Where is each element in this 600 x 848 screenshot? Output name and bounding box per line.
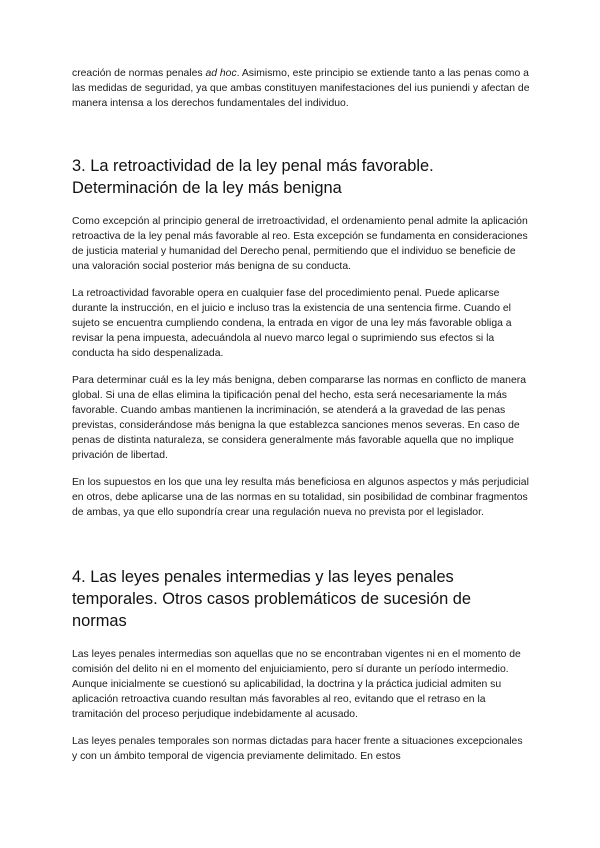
paragraph-4-2: Las leyes penales temporales son normas dictadas para hacer frente a situaciones excepcionales y con un ámbito temporal de vigencia previamente delimitado. En estos <box>72 736 523 762</box>
paragraph-4-1: Las leyes penales intermedias son aquellas que no se encontraban vigentes ni en el momento de comisión del delito ni en el momento del enjuiciamiento, pero sí durante un período intermedio. Aunque inicialmente se cuestionó su aplicabilidad, la doctrina y la práctica judicial admiten su aplicación retroactiva cuando resultan más favorables al reo, evitando que el retraso en la tramitación del proceso perjudique indebidamente al acusado. <box>72 649 521 720</box>
paragraph-intro-text-b: . Asimismo, este principio se extiende tanto a las penas como a las medidas de seguridad, ya que ambas constituyen manifestaciones del ius puniendi y afectan de manera intensa a los derechos fundamentales del individuo. <box>72 68 530 109</box>
section-4-heading: 4. Las leyes penales intermedias y las leyes penales temporales. Otros casos problemáticos de sucesión de normas <box>72 568 472 630</box>
paragraph-3-2: La retroactividad favorable opera en cualquier fase del procedimiento penal. Puede aplicarse durante la instrucción, en el juicio e incluso tras la existencia de una sentencia firme. Cuando el sujeto se encuentra cumpliendo condena, la entrada en vigor de una ley más favorable obliga a revisar la pena impuesta, adecuándola al nuevo marco legal o suprimiendo sus efectos si la conducta ha sido despenalizada. <box>72 288 512 359</box>
document-page <box>72 66 530 776</box>
paragraph-intro-text-a: creación de normas penales <box>72 68 206 79</box>
paragraph-intro-emphasis: ad hoc <box>205 68 237 79</box>
paragraph-3-4: En los supuestos en los que una ley resulta más beneficiosa en algunos aspectos y más perjudicial en otros, debe aplicarse una de las normas en su totalidad, sin posibilidad de combinar fragmentos de ambas, ya que ello supondría crear una regulación nueva no prevista por el legislador. <box>72 477 529 518</box>
paragraph-3-3: Para determinar cuál es la ley más benigna, deben compararse las normas en conflicto de manera global. Si una de ellas elimina la tipificación penal del hecho, esta será necesariamente la más favorable. Cuando ambas mantienen la incriminación, se atenderá a la gravedad de las penas previstas, considerándose más benigna la que establezca sanciones menos severas. En caso de penas de distinta naturaleza, se considera generalmente más favorable aquella que no implique privación de libertad. <box>72 375 526 461</box>
section-3-heading: 3. La retroactividad de la ley penal más favorable. Determinación de la ley más benigna <box>72 157 434 197</box>
paragraph-3-1: Como excepción al principio general de irretroactividad, el ordenamiento penal admite la aplicación retroactiva de la ley penal más favorable al reo. Esta excepción se fundamenta en consideraciones de justicia material y humanidad del Derecho penal, permitiendo que el individuo se beneficie de una valoración social posterior más benigna de su conducta. <box>72 216 528 272</box>
paragraph-intro <box>72 66 530 111</box>
